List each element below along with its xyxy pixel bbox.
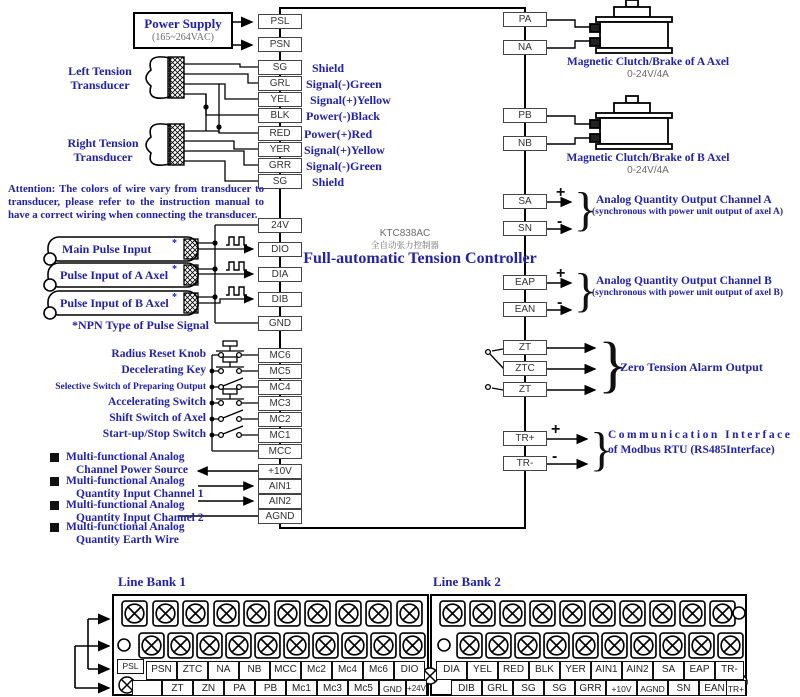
controller-model-cn: 全自动张力控制器 <box>370 240 439 250</box>
pulse-input-main-label: Main Pulse Input <box>62 242 152 256</box>
wire-label-sig-green-r: Signal(-)Green <box>306 159 382 173</box>
controller-title: Full-automatic Tension Controller <box>303 250 537 267</box>
clutch-b-label: Magnetic Clutch/Brake of B Axel <box>566 152 730 164</box>
comm-brace: } <box>590 423 614 476</box>
terminal-grl: GRL <box>258 76 302 91</box>
clutch-a-spec: 0-24V/4A <box>627 69 669 80</box>
comm-label-1: Communication Interface <box>608 429 793 441</box>
bank1-cell-pa: PA <box>224 680 255 696</box>
line-bank-2-title: Line Bank 2 <box>433 574 501 589</box>
pulse-input-b-label: Pulse Input of B Axel <box>60 296 169 310</box>
terminal-10v: +10V <box>258 464 302 479</box>
pulse-waveform-icons <box>226 237 247 295</box>
analog-label-4a: Multi-functional Analog <box>66 521 185 533</box>
clutch-a-label: Magnetic Clutch/Brake of A Axel <box>566 56 730 68</box>
bank1-cell-psl: PSL <box>117 659 144 674</box>
terminal-mc5: MC5 <box>258 364 302 379</box>
terminal-red: RED <box>258 126 302 141</box>
bank1-cell-mc5: Mc5 <box>348 680 379 696</box>
analog-label-2a: Multi-functional Analog <box>66 475 185 487</box>
terminal-psl: PSL <box>258 14 302 29</box>
wire-label-pwr-red: Power(+)Red <box>304 127 373 141</box>
line-bank-1-title: Line Bank 1 <box>118 574 186 589</box>
bank2-cell-ain2: AIN2 <box>622 661 653 680</box>
switch-label-mc6: Radius Reset Knob <box>111 348 206 360</box>
pulse-marker-2: * <box>172 264 177 275</box>
bank2-cell-ain1: AIN1 <box>591 661 622 680</box>
bank1-cell-psn: PSN <box>146 661 177 680</box>
pulse-input-a-label: Pulse Input of A Axel <box>60 268 169 282</box>
bullet-square-4 <box>50 523 59 532</box>
wire-label-sig-yellow-l: Signal(+)Yellow <box>310 93 391 107</box>
bank2-cell-yel: YEL <box>467 661 498 680</box>
terminal-sg-r: SG <box>258 174 302 189</box>
bank1-cell-zn: ZN <box>193 680 224 696</box>
bank2-screws <box>438 601 745 658</box>
bank1-cell-24v: +24V <box>406 680 427 696</box>
analog-b-brace: } <box>574 264 598 317</box>
switch-label-mc5: Decelerating Key <box>121 364 206 376</box>
bank1-cell-earth <box>132 680 162 696</box>
analog-a-title: Analog Quantity Output Channel A <box>596 194 772 206</box>
attention-note: Attention: The colors of wire vary from transducer to transducer, please refer to the instruction manual to have a correct wiring when connecting the transducer. <box>8 183 264 222</box>
power-supply-voltage: (165~264VAC) <box>152 32 214 43</box>
terminal-mc1: MC1 <box>258 428 302 443</box>
bank2-cell-yer: YER <box>560 661 591 680</box>
analog-a-subtitle: (synchronous with power unit output of axel A) <box>592 207 783 217</box>
bank2-cell-red: RED <box>498 661 529 680</box>
transducer-wires <box>184 64 258 181</box>
magnetic-clutch-a-icon <box>590 0 672 53</box>
bank2-cell-dib: DIB <box>451 680 482 696</box>
bank1-cell-nb: NB <box>239 661 270 680</box>
analog-label-3b: Quantity Input Channel 2 <box>76 512 204 524</box>
bank2-cell-dia: DIA <box>436 661 467 680</box>
bank1-cell-mc2: Mc2 <box>301 661 332 680</box>
terminal-yer: YER <box>258 142 302 157</box>
right-transducer-label-1: Right Tension <box>67 136 139 150</box>
clutch-wires <box>547 20 592 144</box>
terminal-nb: NB <box>503 136 547 151</box>
terminal-mc6: MC6 <box>258 348 302 363</box>
terminal-psn: PSN <box>258 37 302 52</box>
power-supply-box <box>133 12 233 49</box>
bank1-cell-na: NA <box>208 661 239 680</box>
power-supply-label: Power Supply <box>144 16 222 31</box>
analog-label-2b: Quantity Input Channel 1 <box>76 488 204 500</box>
analog-label-1a: Multi-functional Analog <box>66 451 185 463</box>
terminal-ain1: AIN1 <box>258 479 302 494</box>
bank2-cell-tr-plus: TR+ <box>726 680 746 696</box>
bank1-cell-dio: DIO <box>394 661 425 680</box>
terminal-dib: DIB <box>258 292 302 307</box>
bank2-cell-grl: GRL <box>482 680 513 696</box>
bank2-cell-eap: EAP <box>684 661 715 680</box>
bank1-screws <box>118 601 425 658</box>
terminal-ztc: ZTC <box>503 361 547 376</box>
terminal-yel: YEL <box>258 92 302 107</box>
terminal-mc3: MC3 <box>258 396 302 411</box>
relay-contact-icon <box>486 349 504 390</box>
switch-label-mc1: Start-up/Stop Switch <box>102 428 206 440</box>
bullet-square-2 <box>50 477 59 486</box>
terminal-dia: DIA <box>258 267 302 282</box>
wire-label-shield-r: Shield <box>312 175 345 189</box>
bank1-cell-ztc: ZTC <box>177 661 208 680</box>
bank1-cell-mc1: Mc1 <box>286 680 317 696</box>
analog-label-4b: Quantity Earth Wire <box>76 534 179 546</box>
terminal-zt-1: ZT <box>503 340 547 355</box>
zero-tension-label: Zero Tension Alarm Output <box>620 360 763 374</box>
pulse-marker-1: * <box>172 238 177 249</box>
sn-minus-sign: - <box>557 213 563 230</box>
terminal-pb: PB <box>503 108 547 123</box>
terminal-gnd: GND <box>258 316 302 331</box>
tr-minus-sign: - <box>552 448 558 465</box>
terminal-sg-l: SG <box>258 60 302 75</box>
bank1-cell-mc4: Mc4 <box>332 661 363 680</box>
comm-label-2: of Modbus RTU (RS485Interface) <box>608 444 775 456</box>
switch-label-mc2: Shift Switch of Axel <box>109 412 206 424</box>
switch-symbols <box>210 341 258 451</box>
ean-minus-sign: - <box>557 294 563 311</box>
analog-label-3a: Multi-functional Analog <box>66 499 185 511</box>
switch-label-mc4: Selective Switch of Preparing Output <box>55 382 206 392</box>
wire-label-pwr-black: Power(-)Black <box>306 109 380 123</box>
sa-plus-sign: + <box>556 184 566 201</box>
bank2-cell-ean: EAN <box>699 680 730 696</box>
terminal-eap: EAP <box>503 275 547 290</box>
bank2-cell-sg2: SG <box>544 680 575 696</box>
controller-model: KTC838AC <box>379 228 431 239</box>
terminal-dio: DIO <box>258 242 302 257</box>
bullet-square-1 <box>50 453 59 462</box>
terminal-mc4: MC4 <box>258 380 302 395</box>
wire-label-sig-yellow-r: Signal(+)Yellow <box>304 143 385 157</box>
left-transducer-label-1: Left Tension <box>68 64 132 78</box>
bank2-cell-agnd: AGND <box>637 680 668 696</box>
bank2-cell-tr-minus: TR- <box>715 661 744 680</box>
bank2-cell-10v: +10V <box>606 680 637 696</box>
analog-b-subtitle: (synchronous with power unit output of axel B) <box>592 288 783 298</box>
left-transducer-label-2: Transducer <box>70 78 130 92</box>
terminal-blk: BLK <box>258 108 302 123</box>
analog-b-title: Analog Quantity Output Channel B <box>596 275 772 287</box>
tr-plus-sign: + <box>551 421 561 438</box>
bullet-square-3 <box>50 501 59 510</box>
eap-plus-sign: + <box>556 265 566 282</box>
right-transducer-label-2: Transducer <box>73 150 133 164</box>
terminal-pa: PA <box>503 12 547 27</box>
switch-label-mc3: Accelerating Switch <box>107 396 206 408</box>
terminal-mc2: MC2 <box>258 412 302 427</box>
terminal-mcc: MCC <box>258 444 302 459</box>
bank1-cell-zt: ZT <box>162 680 193 696</box>
terminal-sa: SA <box>503 194 547 209</box>
analog-a-brace: } <box>574 183 598 236</box>
clutch-b-spec: 0-24V/4A <box>627 165 669 176</box>
bank1-cell-pb: PB <box>255 680 286 696</box>
npn-pulse-note: *NPN Type of Pulse Signal <box>72 318 209 332</box>
bank1-cell-gnd: GND <box>379 680 406 696</box>
zero-tension-brace: } <box>598 331 628 399</box>
terminal-na: NA <box>503 40 547 55</box>
bank2-cell-sg1: SG <box>513 680 544 696</box>
analog-label-1b: Channel Power Source <box>76 464 189 476</box>
magnetic-clutch-b-icon <box>590 96 672 149</box>
power-supply-wires <box>233 22 252 45</box>
terminal-zt-2: ZT <box>503 382 547 397</box>
wire-label-shield-l: Shield <box>312 61 345 75</box>
terminal-24v: 24V <box>258 218 302 233</box>
bank2-cell-grr: GRR <box>575 680 606 696</box>
wire-label-sig-green-l: Signal(-)Green <box>306 77 382 91</box>
bank1-cell-mcc: MCC <box>270 661 301 680</box>
bank2-cell-sa: SA <box>653 661 684 680</box>
bank1-cell-mc3: Mc3 <box>317 680 348 696</box>
terminal-sn: SN <box>503 221 547 236</box>
pulse-marker-3: * <box>172 292 177 303</box>
bank-mapping-arrows <box>75 619 109 688</box>
terminal-ain2: AIN2 <box>258 494 302 509</box>
terminal-ean: EAN <box>503 302 547 317</box>
terminal-tr-plus: TR+ <box>503 431 547 446</box>
pulse-wires <box>198 225 258 323</box>
terminal-grr: GRR <box>258 158 302 173</box>
bank2-cell-blk: BLK <box>529 661 560 680</box>
bank1-cell-mc6: Mc6 <box>363 661 394 680</box>
terminal-tr-minus: TR- <box>503 456 547 471</box>
bank2-cell-sn: SN <box>668 680 699 696</box>
terminal-agnd: AGND <box>258 509 302 524</box>
